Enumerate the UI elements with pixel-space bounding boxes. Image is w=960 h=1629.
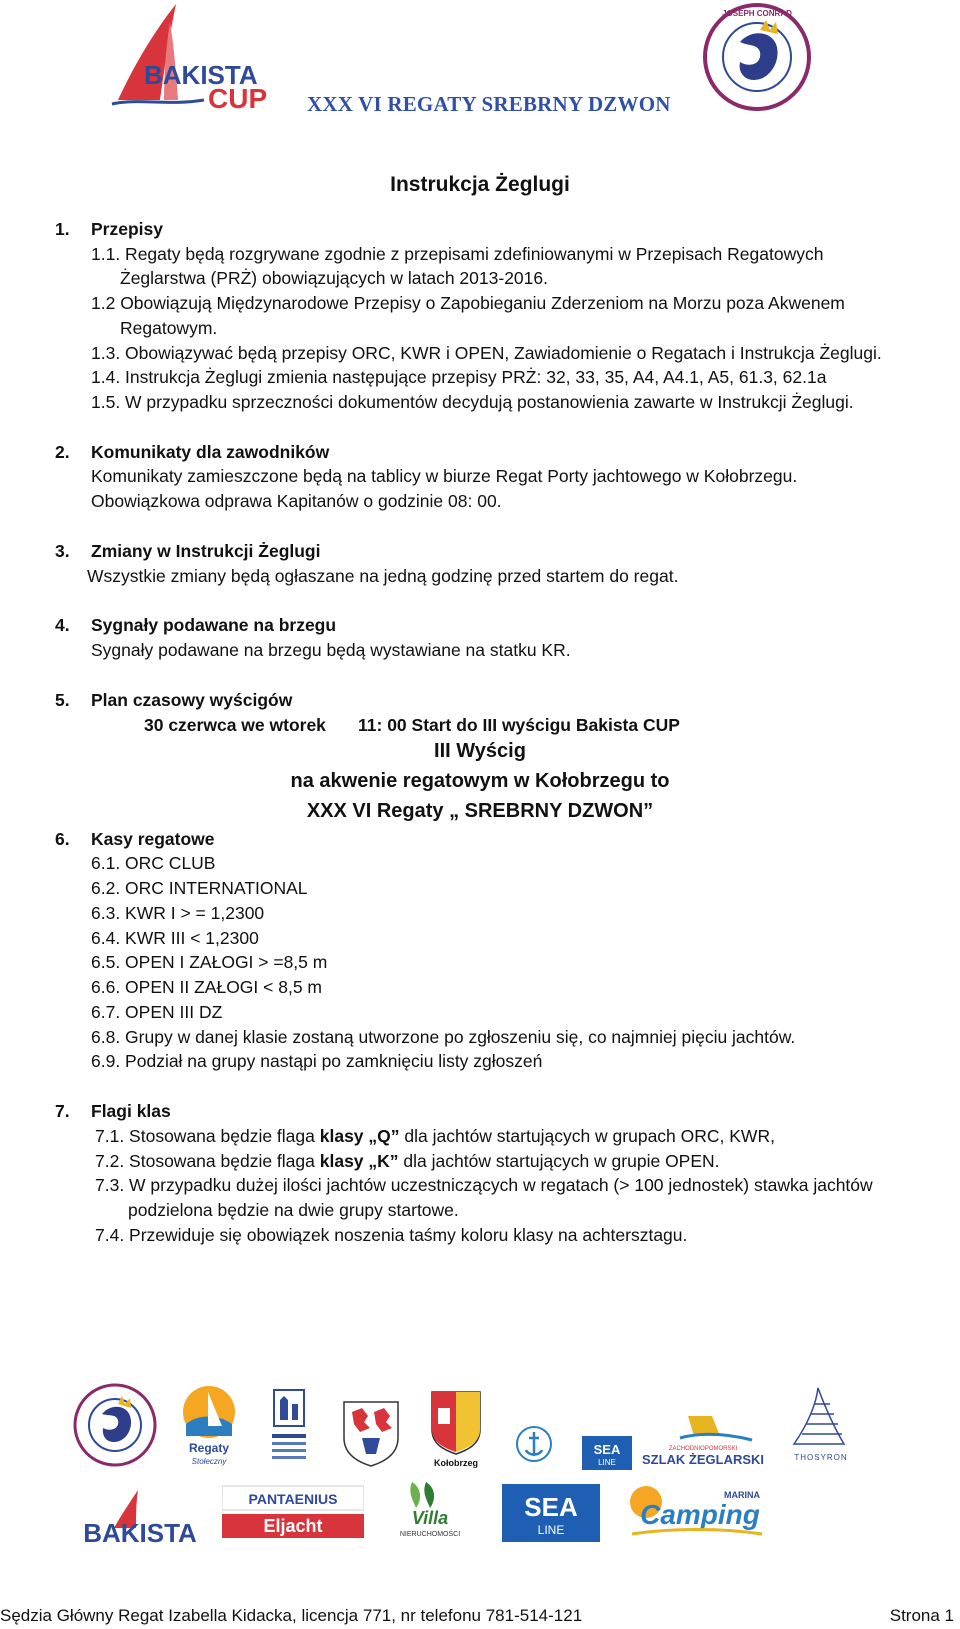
- section-6-number: 6.: [55, 829, 70, 849]
- svg-text:Villa: Villa: [411, 1508, 449, 1528]
- class-item: 6.5. OPEN I ZAŁOGI > =8,5 m: [91, 952, 328, 972]
- section-1-item: 1.4. Instrukcja Żeglugi zmienia następujące przepisy PRŻ: 32, 33, 35, A4, A4.1, A5, 61.3, 62.1a: [91, 367, 827, 387]
- villa-nieruchomosci-logo: [392, 1478, 468, 1540]
- club-seal-small-logo: [72, 1382, 158, 1468]
- sea-line-logo: [502, 1484, 600, 1542]
- regaty-logo: [178, 1384, 240, 1468]
- svg-text:MARINA: MARINA: [724, 1490, 760, 1500]
- flag-class-k: klasy „K”: [319, 1151, 399, 1171]
- regatta-name: XXX VI Regaty „ SREBRNY DZWON”: [306, 800, 654, 822]
- svg-text:LINE: LINE: [598, 1458, 616, 1467]
- class-item: 6.6. OPEN II ZAŁOGI < 8,5 m: [91, 977, 322, 997]
- svg-text:Kołobrzeg: Kołobrzeg: [434, 1458, 478, 1468]
- thesyron-logo: [786, 1384, 856, 1468]
- svg-text:SEA: SEA: [593, 1442, 621, 1457]
- class-item: 6.4. KWR III < 1,2300: [91, 928, 259, 948]
- header-title: XXX VI REGATY SREBRNY DZWON: [307, 92, 671, 116]
- flag-item: 7.3. W przypadku dużej ilości jachtów uczestniczących w regatach (> 100 jednostek) stawka jachtów: [95, 1175, 873, 1195]
- svg-text:PANTAENIUS: PANTAENIUS: [248, 1491, 338, 1507]
- svg-text:JOSEPH CONRAD: JOSEPH CONRAD: [722, 9, 792, 18]
- svg-text:THOSYRON: THOSYRON: [794, 1453, 848, 1462]
- flag-class-q: klasy „Q”: [319, 1126, 400, 1146]
- document-title: Instrukcja Żeglugi: [390, 173, 570, 196]
- region-crest-logo: [340, 1398, 402, 1468]
- schedule-date: 30 czerwca we wtorek: [144, 715, 326, 735]
- svg-text:CUP: CUP: [208, 83, 268, 112]
- race-location: na akwenie regatowym w Kołobrzegu to: [290, 770, 670, 792]
- section-2-number: 2.: [55, 442, 70, 462]
- section-4-title: Sygnały podawane na brzegu: [91, 615, 337, 635]
- camping-marina-logo: [622, 1478, 770, 1546]
- svg-text:BAKISTA: BAKISTA: [83, 1518, 197, 1548]
- svg-text:Eljacht: Eljacht: [263, 1516, 323, 1536]
- class-item: 6.8. Grupy w danej klasie zostaną utworzone po zgłoszeniu się, co najmniej pięciu jachtów.: [91, 1027, 796, 1047]
- section-2-text: Komunikaty zamieszczone będą na tablicy w biurze Regat Porty jachtowego w Kołobrzegu.: [91, 466, 798, 486]
- flag-item-text: dla jachtów startujących w grupach ORC, KWR,: [399, 1126, 775, 1146]
- race-heading: III Wyścig: [434, 740, 526, 762]
- section-6-title: Kasy regatowe: [91, 829, 215, 849]
- section-2-title: Komunikaty dla zawodników: [91, 442, 330, 462]
- section-4-text: Sygnały podawane na brzegu będą wystawiane na statku KR.: [91, 640, 571, 660]
- section-1-item: 1.1. Regaty będą rozgrywane zgodnie z przepisami zdefiniowanymi w Przepisach Regatowych: [91, 244, 824, 264]
- svg-text:BAKISTA: BAKISTA: [144, 60, 258, 90]
- city-crest-logo: [266, 1386, 312, 1472]
- section-4-number: 4.: [55, 615, 70, 635]
- class-item: 6.3. KWR I > = 1,2300: [91, 903, 265, 923]
- class-item: 6.9. Podział na grupy nastąpi po zamknięciu listy zgłoszeń: [91, 1051, 543, 1071]
- schedule-time: 11: 00 Start do III wyścigu Bakista CUP: [358, 715, 680, 735]
- bakista-cup-logo: [108, 2, 280, 112]
- club-seal-logo: [700, 2, 814, 112]
- kolobrzeg-crest-logo: [428, 1388, 484, 1470]
- flag-item: [95, 1123, 775, 1149]
- class-item: 6.2. ORC INTERNATIONAL: [91, 878, 308, 898]
- section-5-title: Plan czasowy wyścigów: [91, 690, 293, 710]
- section-1-item: 1.2 Obowiązują Międzynarodowe Przepisy o Zapobieganiu Zderzeniom na Morzu poza Akwenem: [91, 293, 845, 313]
- section-5-number: 5.: [55, 690, 70, 710]
- section-2-text: Obowiązkowa odprawa Kapitanów o godzinie 08: 00.: [91, 491, 502, 511]
- footer-page-number: Strona 1: [889, 1606, 954, 1625]
- sea-line-small-logo: [582, 1436, 632, 1470]
- section-1-item-cont: Regatowym.: [120, 318, 218, 338]
- svg-text:NIERUCHOMOŚCI: NIERUCHOMOŚCI: [399, 1531, 461, 1538]
- svg-text:SEA: SEA: [524, 1492, 578, 1522]
- section-1-item-cont: Żeglarstwa (PRŻ) obowiązujących w latach 2013-2016.: [120, 268, 548, 288]
- flag-item-cont: podzielona będzie na dwie grupy startowe.: [128, 1200, 459, 1220]
- anchor-emblem-logo: [514, 1424, 554, 1470]
- flag-item-text: 7.2. Stosowana będzie flaga: [95, 1151, 320, 1171]
- svg-text:Regaty: Regaty: [188, 1441, 230, 1455]
- class-item: 6.7. OPEN III DZ: [91, 1002, 223, 1022]
- section-1-item: 1.5. W przypadku sprzeczności dokumentów decydują postanowienia zawarte w Instrukcji Żeglugi.: [91, 392, 854, 412]
- svg-text:ZACHODNIOPOMORSKI: ZACHODNIOPOMORSKI: [668, 1446, 738, 1452]
- section-7-title: Flagi klas: [91, 1101, 171, 1121]
- flag-item-text: 7.1. Stosowana będzie flaga: [95, 1126, 320, 1146]
- pantaenius-logo: [222, 1480, 364, 1540]
- svg-text:SZLAK ŻEGLARSKI: SZLAK ŻEGLARSKI: [641, 1452, 765, 1467]
- section-7-number: 7.: [55, 1101, 70, 1121]
- section-3-title: Zmiany w Instrukcji Żeglugi: [91, 541, 321, 561]
- section-1-title: Przepisy: [91, 219, 163, 239]
- bakista-footer-logo: [74, 1488, 206, 1548]
- flag-item: [95, 1148, 720, 1174]
- svg-text:Stołeczny: Stołeczny: [191, 1457, 227, 1466]
- szlak-zeglarski-logo: [632, 1410, 774, 1470]
- class-item: 6.1. ORC CLUB: [91, 853, 216, 873]
- svg-text:LINE: LINE: [537, 1523, 565, 1537]
- section-1-item: 1.3. Obowiązywać będą przepisy ORC, KWR i OPEN, Zawiadomienie o Regatach i Instrukcja Żeglugi.: [91, 343, 882, 363]
- flag-item: 7.4. Przewiduje się obowiązek noszenia taśmy koloru klasy na achtersztagu.: [95, 1225, 688, 1245]
- footer-judge-info: Sędzia Główny Regat Izabella Kidacka, licencja 771, nr telefonu 781-514-121: [0, 1606, 583, 1625]
- section-1-number: 1.: [55, 219, 70, 239]
- svg-text:Camping: Camping: [640, 1499, 760, 1530]
- section-3-text: Wszystkie zmiany będą ogłaszane na jedną godzinę przed startem do regat.: [87, 566, 679, 586]
- section-3-number: 3.: [55, 541, 70, 561]
- flag-item-text: dla jachtów startujących w grupie OPEN.: [398, 1151, 720, 1171]
